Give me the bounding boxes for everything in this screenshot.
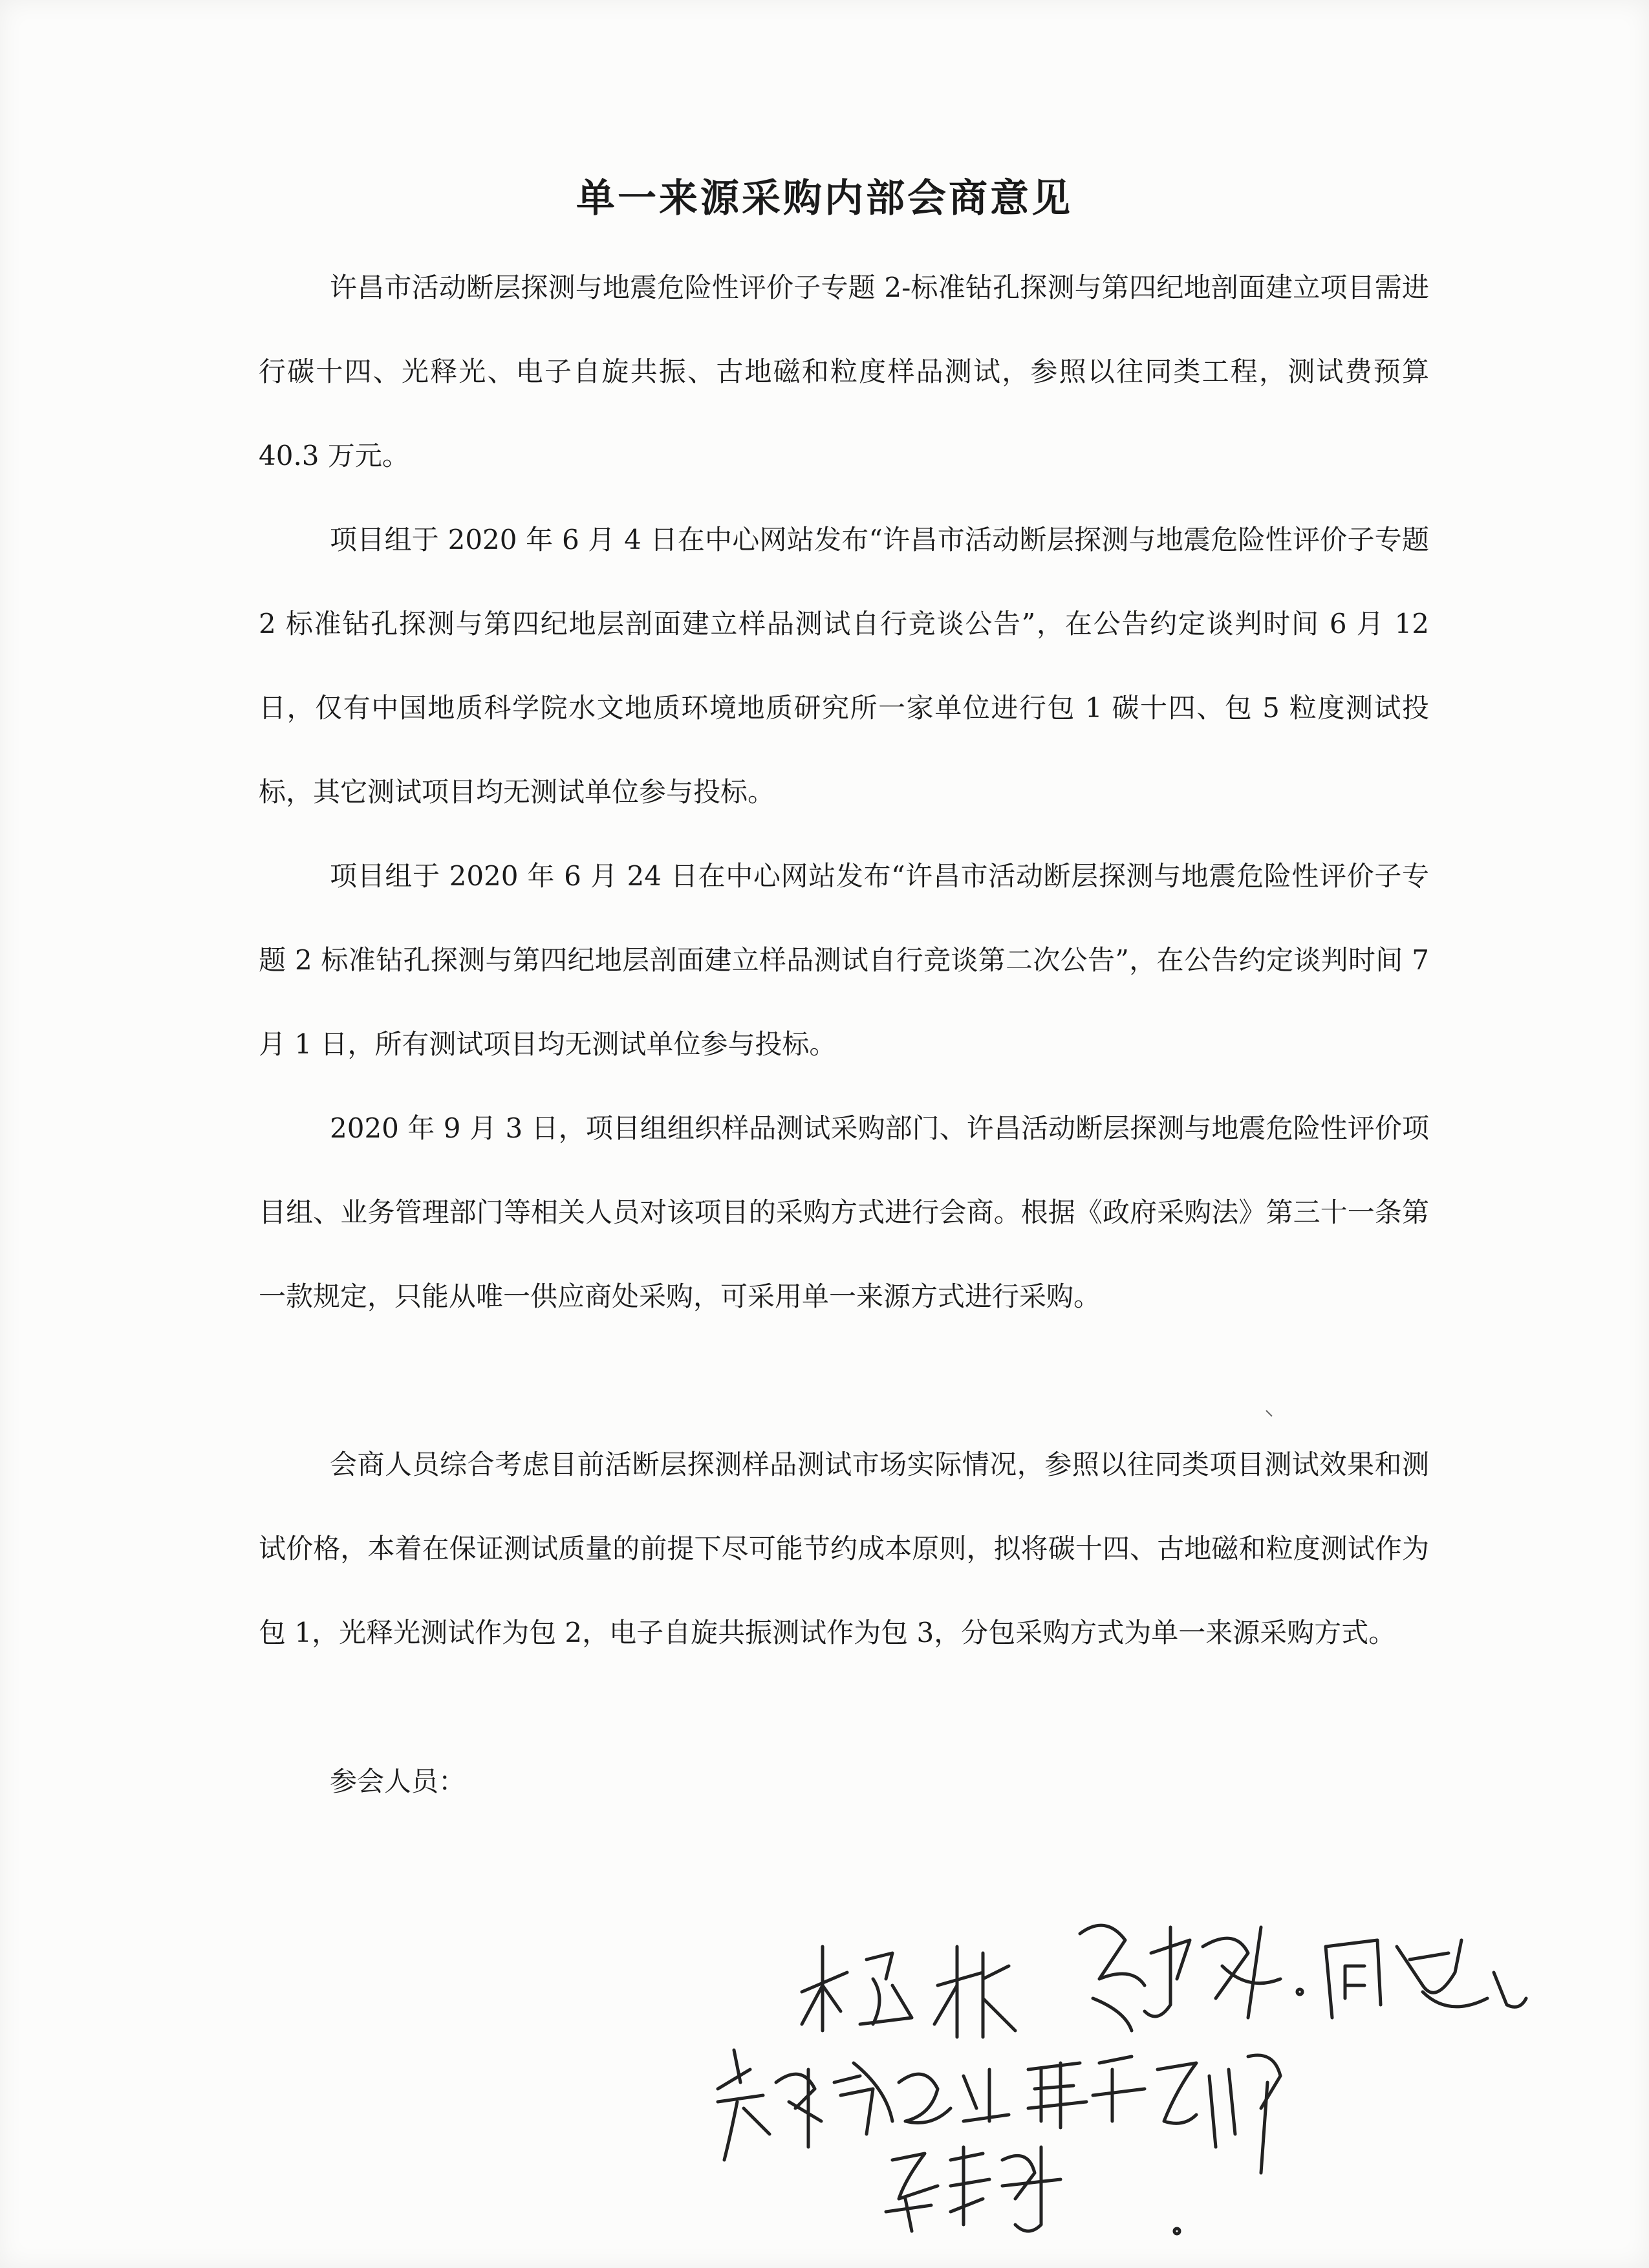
signature-7 bbox=[886, 2147, 1180, 2234]
signature-2 bbox=[1080, 1925, 1302, 2031]
paragraph-procurement-decision: 会商人员综合考虑目前活断层探测样品测试市场实际情况，参照以往同类项目测试效果和测试价格，本着在保证测试质量的前提下尽可能节约成本原则，拟将碳十四、古地磁和粒度测试作为包 1，光释光测试作为包 2，电子自旋共振测试作为包 3，分包采购方式为单一来源采购方式。 bbox=[259, 1449, 1429, 1648]
signature-5 bbox=[964, 2057, 1145, 2128]
signature-3 bbox=[1326, 1940, 1526, 2018]
paragraph-project-budget: 许昌市活动断层探测与地震危险性评价子专题 2-标准钻孔探测与第四纪地剖面建立项目需进行碳十四、光释光、电子自旋共振、古地磁和粒度样品测试，参照以往同类工程，测试费预算 40.3 万元。 bbox=[259, 272, 1429, 471]
signature-1 bbox=[802, 1947, 1015, 2037]
paragraph-consultation-meeting: 2020 年 9 月 3 日，项目组组织样品测试采购部门、许昌活动断层探测与地震危险性评价项目组、业务管理部门等相关人员对该项目的采购方式进行会商。根据《政府采购法》第三十一条第一款规定，只能从唯一供应商处采购，可采用单一来源方式进行采购。 bbox=[259, 1112, 1429, 1312]
attendees-label: 参会人员： bbox=[330, 1766, 466, 1797]
handwritten-signatures bbox=[679, 1875, 1552, 2238]
signature-4 bbox=[718, 2050, 951, 2160]
stray-pen-mark bbox=[1264, 1409, 1275, 1419]
paragraph-first-announcement: 项目组于 2020 年 6 月 4 日在中心网站发布“许昌市活动断层探测与地震危险性评价子专题 2 标准钻孔探测与第四纪地层剖面建立样品测试自行竞谈公告”，在公告约定谈判时间 6 月 12 日，仅有中国地质科学院水文地质环境地质研究所一家单位进行包 1 碳十四、包 5 粒度测试投标，其它测试项目均无测试单位参与投标。 bbox=[259, 524, 1429, 808]
document-title: 单一来源采购内部会商意见 bbox=[576, 176, 1073, 221]
signature-6 bbox=[1158, 2055, 1280, 2173]
signature-scribbles bbox=[679, 1875, 1552, 2238]
paragraph-second-announcement: 项目组于 2020 年 6 月 24 日在中心网站发布“许昌市活动断层探测与地震危险性评价子专题 2 标准钻孔探测与第四纪地层剖面建立样品测试自行竞谈第二次公告”，在公告约定谈判时间 7 月 1 日，所有测试项目均无测试单位参与投标。 bbox=[259, 860, 1429, 1060]
